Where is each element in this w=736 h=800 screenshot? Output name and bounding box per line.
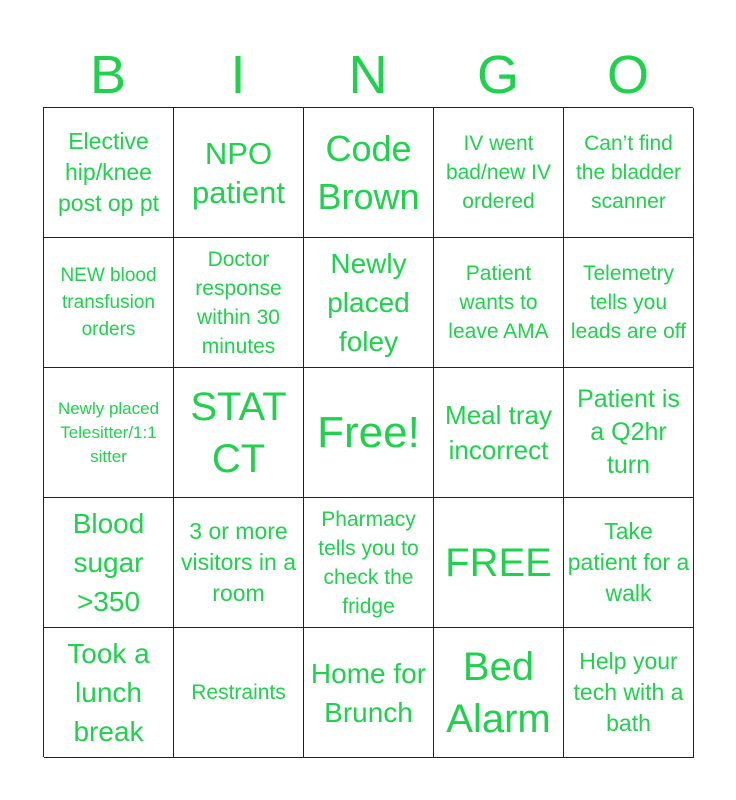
bingo-cell[interactable] bbox=[174, 368, 304, 498]
cell-text: Help your tech with a bath bbox=[573, 648, 684, 736]
cell-text: STAT CT bbox=[190, 384, 287, 481]
cell-text: Home for Brunch bbox=[310, 657, 427, 728]
cell-text: Can’t find the bladder scanner bbox=[575, 132, 682, 213]
cell-text: Elective hip/knee post op pt bbox=[57, 128, 160, 216]
cell-text: Doctor response within 30 minutes bbox=[195, 247, 282, 358]
header-letter-b: B bbox=[89, 45, 127, 105]
bingo-cell[interactable] bbox=[434, 238, 564, 368]
bingo-cell[interactable] bbox=[564, 498, 694, 628]
bingo-cell[interactable] bbox=[44, 368, 174, 498]
bingo-cell[interactable] bbox=[44, 238, 174, 368]
bingo-cell[interactable] bbox=[44, 498, 174, 628]
bingo-cell[interactable] bbox=[434, 368, 564, 498]
cell-text: Restraints bbox=[191, 681, 286, 704]
cell-text: Newly placed foley bbox=[327, 248, 410, 357]
cell-text: 3 or more visitors in a room bbox=[180, 518, 297, 606]
cell-text: Patient wants to leave AMA bbox=[448, 262, 549, 343]
header-letter-o: O bbox=[606, 45, 649, 105]
bingo-cell[interactable] bbox=[564, 368, 694, 498]
cell-text: Blood sugar >350 bbox=[72, 508, 145, 617]
header-letter-n: N bbox=[348, 45, 388, 105]
bingo-cell[interactable] bbox=[434, 628, 564, 758]
cell-text: Patient is a Q2hr turn bbox=[577, 385, 680, 479]
cell-text: FREE bbox=[445, 540, 552, 585]
cell-text: Pharmacy tells you to check the fridge bbox=[318, 507, 419, 618]
header-letter-g: G bbox=[476, 45, 519, 105]
bingo-cell[interactable] bbox=[174, 628, 304, 758]
bingo-cell[interactable] bbox=[434, 498, 564, 628]
bingo-cell[interactable] bbox=[174, 238, 304, 368]
cell-text: NEW blood transfusion orders bbox=[60, 265, 157, 340]
bingo-cell[interactable] bbox=[174, 108, 304, 238]
bingo-card bbox=[43, 107, 693, 757]
bingo-cell[interactable] bbox=[304, 498, 434, 628]
bingo-cell[interactable] bbox=[304, 238, 434, 368]
bingo-cell[interactable] bbox=[564, 238, 694, 368]
cell-text: Meal tray incorrect bbox=[445, 399, 552, 465]
cell-text: Bed Alarm bbox=[446, 644, 551, 741]
cell-text: Took a lunch break bbox=[67, 638, 150, 747]
bingo-cell[interactable] bbox=[304, 368, 434, 498]
cell-text: Take patient for a walk bbox=[567, 518, 690, 606]
cell-text: Newly placed Telesitter/1:1 sitter bbox=[57, 398, 160, 466]
cell-text: IV went bad/new IV ordered bbox=[445, 132, 552, 213]
bingo-cell[interactable] bbox=[564, 108, 694, 238]
cell-text: NPO patient bbox=[191, 135, 286, 210]
bingo-cell[interactable] bbox=[44, 108, 174, 238]
bingo-header bbox=[43, 40, 693, 110]
cell-text: Telemetry tells you leads are off bbox=[570, 262, 687, 343]
bingo-cell[interactable] bbox=[304, 628, 434, 758]
bingo-cell[interactable] bbox=[304, 108, 434, 238]
cell-text: Free! bbox=[317, 407, 420, 457]
bingo-cell[interactable] bbox=[434, 108, 564, 238]
cell-text: Code Brown bbox=[317, 127, 420, 217]
header-letter-i: I bbox=[230, 45, 246, 105]
bingo-cell[interactable] bbox=[44, 628, 174, 758]
bingo-cell[interactable] bbox=[174, 498, 304, 628]
bingo-cell[interactable] bbox=[564, 628, 694, 758]
